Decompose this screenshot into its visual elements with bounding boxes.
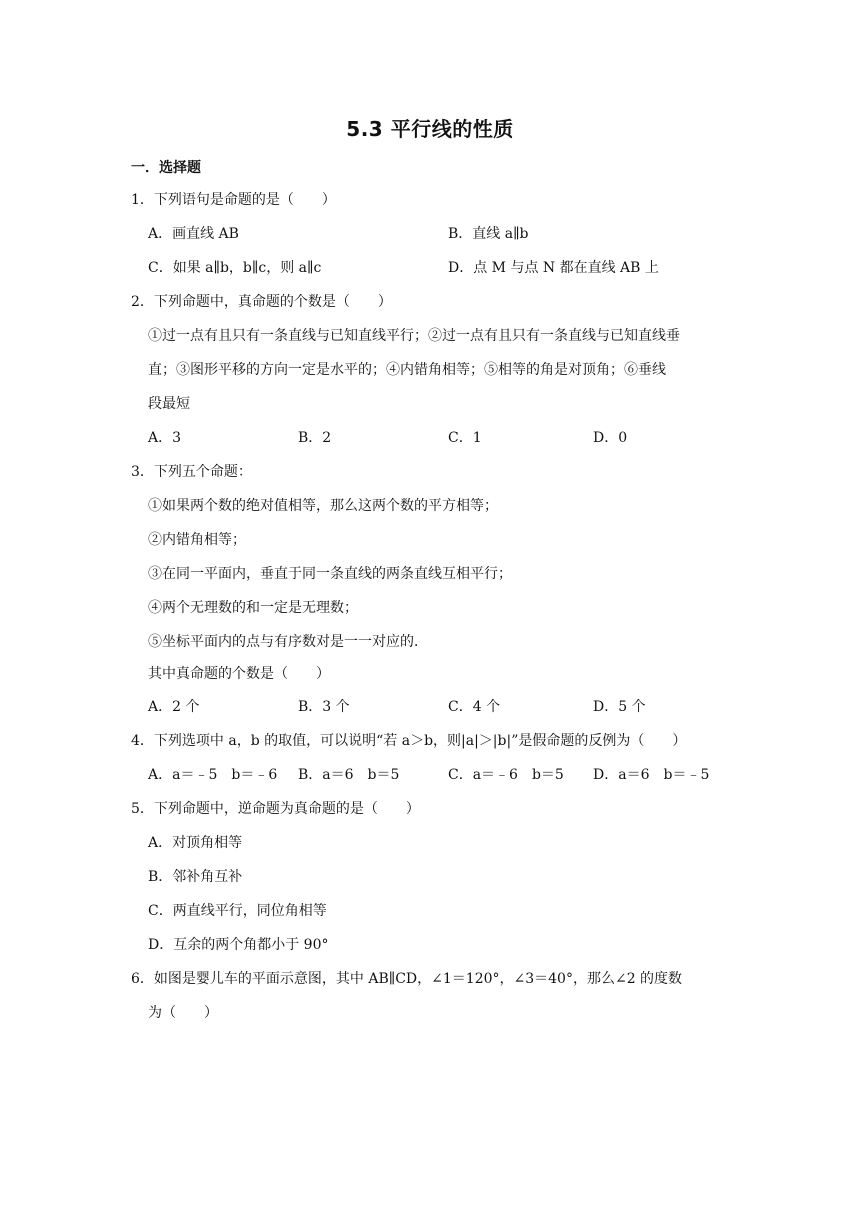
- q4-option-d: D．a＝6 b＝﹣5: [593, 767, 710, 783]
- q3-item: ②内错角相等；: [148, 532, 246, 548]
- q3-item: ④两个无理数的和一定是无理数；: [148, 600, 358, 616]
- q4-stem: 4．下列选项中 a，b 的取值，可以说明“若 a＞b，则|a|＞|b|”是假命题的反例为（ ）: [131, 733, 687, 749]
- q2-option-a: A．3: [148, 430, 182, 446]
- q3-item: ③在同一平面内，垂直于同一条直线的两条直线互相平行；: [148, 566, 512, 582]
- q6-stem: 6．如图是婴儿车的平面示意图，其中 AB∥CD，∠1＝120°，∠3＝40°，那么∠2 的度数: [131, 971, 683, 987]
- q4-option-b: B．a＝6 b＝5: [298, 767, 400, 783]
- q6-stem-continued: 为（ ）: [148, 1005, 218, 1021]
- q1-option-a: A．画直线 AB: [148, 226, 239, 242]
- q3-question: 其中真命题的个数是（ ）: [148, 666, 330, 682]
- q2-body-line: ①过一点有且只有一条直线与已知直线平行；②过一点有且只有一条直线与已知直线垂: [148, 328, 680, 344]
- q3-option-b: B．3 个: [298, 699, 350, 715]
- q3-stem: 3．下列五个命题：: [131, 464, 252, 480]
- q4-option-c: C．a＝﹣6 b＝5: [448, 767, 564, 783]
- page-title: 5.3 平行线的性质: [346, 117, 514, 141]
- q1-stem: 1．下列语句是命题的是（ ）: [131, 192, 336, 208]
- q2-body-line: 段最短: [148, 396, 190, 412]
- q5-option-b: B．邻补角互补: [148, 869, 243, 885]
- q1-option-b: B．直线 a∥b: [448, 226, 529, 242]
- q1-option-d: D．点 M 与点 N 都在直线 AB 上: [448, 260, 659, 276]
- q3-option-a: A．2 个: [148, 699, 200, 715]
- q2-option-d: D．0: [593, 430, 628, 446]
- q3-item: ①如果两个数的绝对值相等，那么这两个数的平方相等；: [148, 498, 498, 514]
- q3-option-d: D．5 个: [593, 699, 646, 715]
- q2-body-line: 直；③图形平移的方向一定是水平的；④内错角相等；⑤相等的角是对顶角；⑥垂线: [148, 362, 666, 378]
- q1-option-c: C．如果 a∥b，b∥c，则 a∥c: [148, 260, 322, 276]
- q3-option-c: C．4 个: [448, 699, 501, 715]
- q5-stem: 5．下列命题中，逆命题为真命题的是（ ）: [131, 801, 420, 817]
- q3-item: ⑤坐标平面内的点与有序数对是一一对应的．: [148, 634, 428, 650]
- q2-stem: 2．下列命题中，真命题的个数是（ ）: [131, 294, 392, 310]
- q4-option-a: A．a＝﹣5 b＝﹣6: [148, 767, 278, 783]
- q2-option-c: C．1: [448, 430, 482, 446]
- q2-option-b: B．2: [298, 430, 332, 446]
- q5-option-a: A．对顶角相等: [148, 835, 243, 851]
- q5-option-d: D．互余的两个角都小于 90°: [148, 937, 329, 953]
- section-heading: 一．选择题: [131, 160, 201, 176]
- q5-option-c: C．两直线平行，同位角相等: [148, 903, 327, 919]
